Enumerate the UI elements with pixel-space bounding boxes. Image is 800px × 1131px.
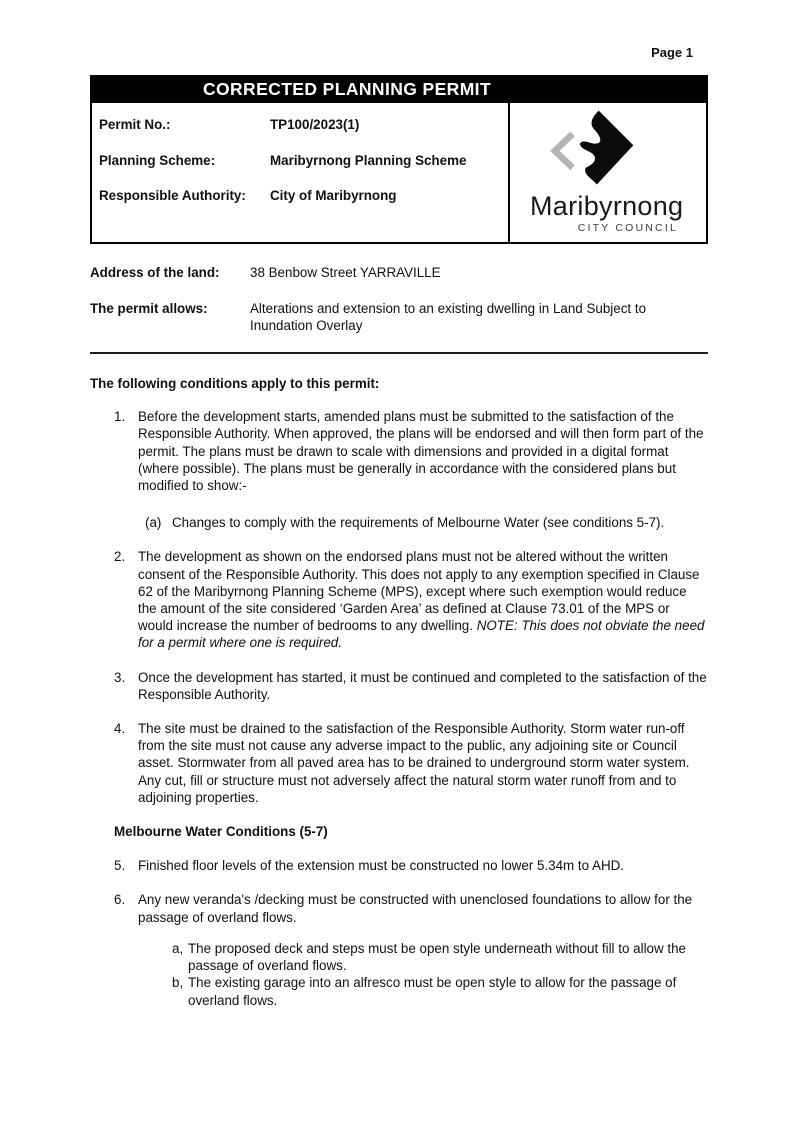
section-divider	[90, 352, 708, 354]
permit-allows-label: The permit allows:	[90, 300, 208, 316]
melbourne-water-heading: Melbourne Water Conditions (5-7)	[114, 824, 328, 840]
conditions-heading: The following conditions apply to this permit:	[90, 376, 380, 392]
condition-6-sub-b-label: b,	[172, 975, 184, 991]
condition-6-sub-list	[138, 940, 708, 1009]
condition-item-2	[90, 548, 708, 651]
condition-1-sub-a	[138, 514, 692, 531]
condition-item-3	[90, 669, 708, 703]
river-diamond-icon	[580, 111, 633, 185]
condition-3-text: Once the development has started, it must be continued and completed to the satisfaction of the Responsible Authority.	[138, 669, 707, 702]
logo-text	[530, 191, 684, 235]
condition-2-number: 2.	[114, 549, 126, 565]
planning-scheme-value: Maribyrnong Planning Scheme	[270, 152, 467, 168]
condition-6-sub-a-label: a,	[172, 940, 184, 956]
permit-table-body	[92, 103, 706, 242]
condition-6-sub-b	[138, 974, 700, 1008]
condition-1-sub-a-text: Changes to comply with the requirements of Melbourne Water (see conditions 5-7).	[172, 515, 665, 531]
condition-2-body: The development as shown on the endorsed plans must not be altered without the written consent of the Responsible Authority. This does not apply to any exemption specified in Clause 62 of the Maribyrnong Planning Scheme (MPS), except where such exemption would reduce the amount of the site considered ‘Garden Area’ as defined at Clause 73.01 of the MPS or would increase the number of bedrooms to any dwelling.	[138, 549, 700, 634]
condition-6-sub-a-text: The proposed deck and steps must be open style underneath without fill to allow the passage of overland flows.	[188, 940, 686, 974]
condition-1-sub-a-label: (a)	[145, 515, 162, 531]
permit-allows-row	[90, 300, 708, 334]
address-row	[90, 264, 708, 281]
condition-6-text: Any new veranda's /decking must be constructed with unenclosed foundations to allow for the passage of overland flows.	[138, 892, 693, 925]
permit-no-row	[99, 116, 508, 133]
conditions-list	[90, 408, 708, 1008]
permit-header-table	[90, 75, 708, 244]
responsible-authority-value: City of Maribyrnong	[270, 187, 397, 203]
permit-no-value: TP100/2023(1)	[270, 117, 360, 133]
condition-1-text: Before the development starts, amended plans must be submitted to the satisfaction of the Responsible Authority. When approved, the plans will be endorsed and will then form part of the permit. The plans must be drawn to scale with dimensions and provided in a digital format (where possible). The plans must be generally in accordance with the considered plans but modified to show:-	[138, 409, 704, 494]
condition-item-4	[90, 720, 708, 806]
logo-name: Maribyrnong	[530, 191, 684, 222]
condition-4-text: The site must be drained to the satisfaction of the Responsible Authority. Storm water run-off from the site must not cause any adverse impact to the public, any adjoining site or Council asset. Stormwater from all paved area has to be drained to underground storm water system. Any cut, fill or structure must not adversely affect the natural storm water runoff from and to adjoining properties.	[138, 721, 690, 805]
condition-6-sub-a	[138, 940, 700, 974]
condition-6-number: 6.	[114, 892, 126, 908]
planning-scheme-label: Planning Scheme:	[99, 152, 216, 168]
address-section	[90, 264, 708, 334]
condition-2-note: NOTE: This does not obviate the need for a permit where one is required.	[138, 618, 705, 651]
logo-subtitle: CITY COUNCIL	[577, 222, 678, 235]
condition-item-6	[90, 891, 708, 1008]
condition-3-number: 3.	[114, 669, 126, 685]
council-logo	[510, 103, 706, 242]
page-number: Page 1	[651, 45, 693, 60]
condition-2-text	[138, 548, 708, 651]
responsible-authority-label: Responsible Authority:	[99, 187, 246, 203]
address-label: Address of the land:	[90, 265, 220, 281]
condition-5-text: Finished floor levels of the extension must be constructed no lower 5.34m to AHD.	[138, 858, 625, 874]
condition-item-5	[90, 857, 708, 874]
condition-item-1	[90, 408, 708, 531]
condition-5-number: 5.	[114, 858, 126, 874]
address-value: 38 Benbow Street YARRAVILLE	[250, 265, 441, 281]
permit-details-cell	[92, 103, 510, 242]
condition-6-sub-b-text: The existing garage into an alfresco must be open style to allow for the passage of overland flows.	[188, 975, 677, 1008]
permit-no-label: Permit No.:	[99, 117, 171, 133]
planning-scheme-row	[99, 152, 508, 169]
condition-1-number: 1.	[114, 409, 126, 425]
responsible-authority-row	[99, 187, 508, 204]
condition-4-number: 4.	[114, 721, 126, 737]
permit-title-bar: CORRECTED PLANNING PERMIT	[92, 77, 706, 103]
maribyrnong-logo-icon	[536, 106, 654, 192]
permit-allows-value: Alterations and extension to an existing dwelling in Land Subject to Inundation Overlay	[250, 300, 647, 333]
chevron-left-icon	[555, 134, 573, 168]
